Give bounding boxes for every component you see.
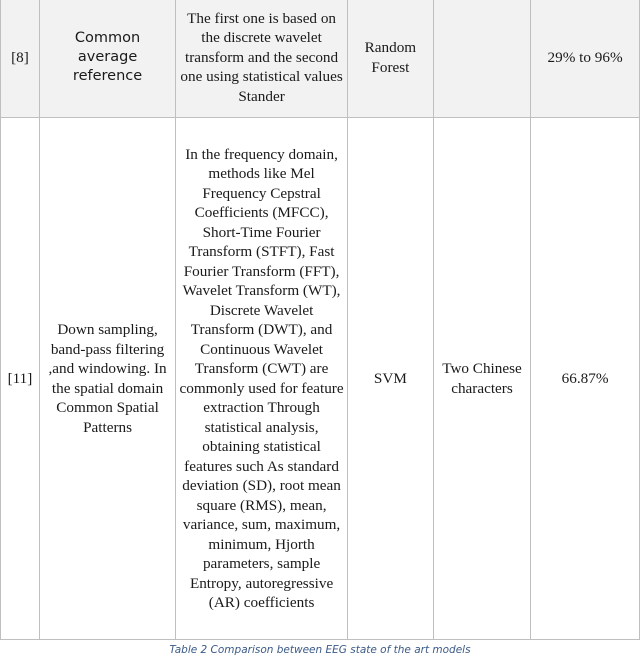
dataset-cell: Two Chinese characters: [433, 118, 530, 640]
ref-cell: [8]: [1, 0, 40, 118]
table-row: [1, 118, 640, 640]
classifier-cell: Random Forest: [347, 0, 433, 118]
accuracy-cell: 66.87%: [531, 118, 640, 640]
preprocessing-cell: Common average reference: [39, 0, 175, 118]
table-row: [1, 0, 640, 118]
feature-extraction-cell: The first one is based on the discrete wavelet transform and the second one using statistical values Stander: [176, 0, 348, 118]
accuracy-cell: 29% to 96%: [531, 0, 640, 118]
preprocessing-cell: Down sampling, band-pass filtering ,and windowing. In the spatial domain Common Spatial Patterns: [39, 118, 175, 640]
classifier-cell: SVM: [347, 118, 433, 640]
dataset-cell: [433, 0, 530, 118]
feature-extraction-cell: In the frequency domain, methods like Mel Frequency Cepstral Coefficients (MFCC), Short-Time Fourier Transform (STFT), Fast Fourier Transform (FFT), Wavelet Transform (WT), Discrete Wavelet Transform (DWT), and Continuous Wavelet Transform (CWT) are commonly used for feature extraction Through statistical analysis, obtaining statistical features such As standard deviation (SD), root mean square (RMS), mean, variance, sum, maximum, minimum, Hjorth parameters, sample Entropy, autoregressive (AR) coefficients: [176, 118, 348, 640]
table-caption: Table 2 Comparison between EEG state of the art models: [169, 644, 471, 656]
ref-cell: [11]: [1, 118, 40, 640]
